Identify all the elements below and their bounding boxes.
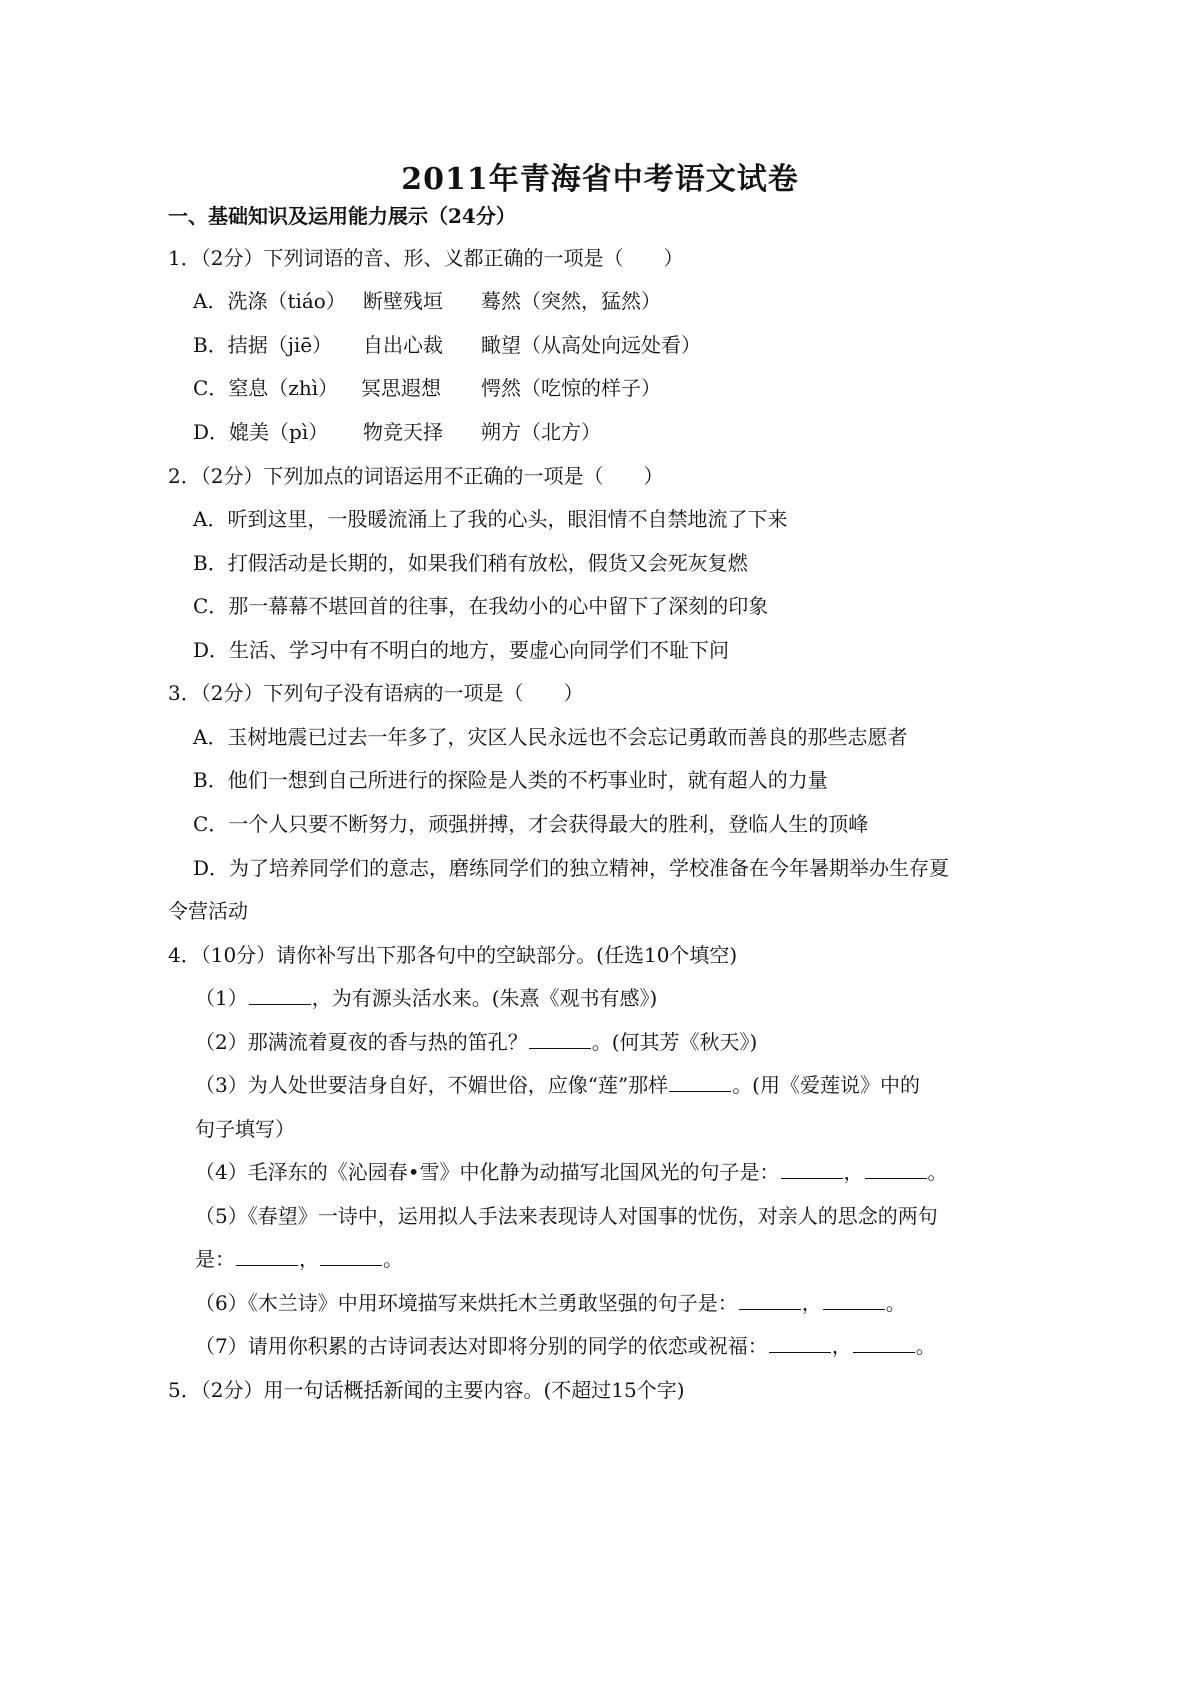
answer-blank[interactable] bbox=[739, 1291, 801, 1310]
q1-option-b-word1: B．拮据（jiē） bbox=[193, 333, 333, 357]
q1-option-c-word1: C．窒息（zhì） bbox=[193, 376, 339, 400]
q4-item-7 bbox=[195, 1332, 936, 1360]
q4-item-4 bbox=[195, 1158, 948, 1186]
q1-option-c-word3: 愕然（吃惊的样子） bbox=[481, 376, 661, 400]
q1-option-a-word2: 断壁残垣 bbox=[363, 289, 443, 313]
q4-item-3-continued: 句子填写） bbox=[195, 1117, 295, 1141]
q4-item-5-prefix: 是： bbox=[195, 1247, 235, 1271]
q2-option-c: C．那一幕幕不堪回首的往事，在我幼小的心中留下了深刻的印象 bbox=[193, 594, 769, 618]
q1-option-a-word3: 蓦然（突然，猛然） bbox=[481, 289, 661, 313]
period: 。 bbox=[383, 1247, 403, 1271]
q4-item-3-source: 。(用《爱莲说》中的 bbox=[732, 1073, 920, 1097]
answer-blank[interactable] bbox=[823, 1291, 885, 1310]
q4-item-6-text: （6）《木兰诗》中用环境描写来烘托木兰勇敢坚强的句子是： bbox=[195, 1291, 738, 1315]
answer-blank[interactable] bbox=[853, 1334, 915, 1353]
q4-item-5: （5）《春望》一诗中，运用拟人手法来表现诗人对国事的忧伤，对亲人的思念的两句 bbox=[195, 1204, 938, 1228]
q3-option-d: D．为了培养同学们的意志，磨练同学们的独立精神，学校准备在今年暑期举办生存夏 bbox=[193, 856, 950, 880]
answer-blank[interactable] bbox=[865, 1160, 927, 1179]
q4-item-4-text: （4）毛泽东的《沁园春•雪》中化静为动描写北国风光的句子是： bbox=[195, 1160, 780, 1184]
q4-item-1-text: ，为有源头活水来。(朱熹《观书有感》) bbox=[311, 986, 658, 1010]
comma: ， bbox=[843, 1160, 864, 1184]
period: 。 bbox=[927, 1160, 948, 1184]
q3-option-c: C．一个人只要不断努力，顽强拼搏，才会获得最大的胜利，登临人生的顶峰 bbox=[193, 812, 869, 836]
q1-option-d-word3: 朔方（北方） bbox=[481, 420, 601, 444]
answer-blank[interactable] bbox=[236, 1247, 298, 1266]
answer-blank[interactable] bbox=[769, 1334, 831, 1353]
answer-blank[interactable] bbox=[529, 1030, 591, 1049]
question-4-stem: 4．（10分）请你补写出下那各句中的空缺部分。(任选10个填空) bbox=[168, 943, 738, 967]
period: 。 bbox=[915, 1334, 936, 1358]
q4-item-2-text: （2）那满流着夏夜的香与热的笛孔？ bbox=[195, 1030, 528, 1054]
answer-blank[interactable] bbox=[320, 1247, 382, 1266]
q4-item-3 bbox=[195, 1071, 920, 1099]
question-1-stem: 1．（2分）下列词语的音、形、义都正确的一项是（ ） bbox=[168, 246, 684, 270]
question-2-stem: 2．（2分）下列加点的词语运用不正确的一项是（ ） bbox=[168, 464, 664, 488]
q1-option-c bbox=[193, 374, 661, 402]
q4-item-3-text: （3）为人处世要洁身自好，不媚世俗，应像“莲”那样 bbox=[195, 1073, 669, 1097]
q4-item-2 bbox=[195, 1028, 757, 1056]
q2-option-b: B．打假活动是长期的，如果我们稍有放松，假货又会死灰复燃 bbox=[193, 551, 748, 575]
q1-option-b-word3: 瞰望（从高处向远处看） bbox=[481, 333, 701, 357]
q1-option-a bbox=[193, 287, 661, 315]
q1-option-c-word2: 冥思遐想 bbox=[361, 376, 441, 400]
q4-item-2-source: 。(何其芳《秋天》) bbox=[591, 1030, 758, 1054]
comma: ， bbox=[299, 1247, 319, 1271]
page-title: 2011年青海省中考语文试卷 bbox=[401, 162, 799, 197]
q4-item-7-text: （7）请用你积累的古诗词表达对即将分别的同学的依恋或祝福： bbox=[195, 1334, 768, 1358]
q1-option-b-word2: 自出心裁 bbox=[363, 333, 443, 357]
q4-item-5-continued bbox=[195, 1245, 403, 1273]
comma: ， bbox=[801, 1291, 822, 1315]
answer-blank[interactable] bbox=[669, 1073, 731, 1092]
question-3-stem: 3．（2分）下列句子没有语病的一项是（ ） bbox=[168, 681, 584, 705]
answer-blank[interactable] bbox=[781, 1160, 843, 1179]
comma: ， bbox=[831, 1334, 852, 1358]
q4-item-1 bbox=[195, 984, 657, 1012]
section-heading: 一、基础知识及运用能力展示（24分） bbox=[168, 204, 516, 228]
q2-option-d: D．生活、学习中有不明白的地方，要虚心向同学们不耻下问 bbox=[193, 638, 730, 662]
q2-option-a: A．听到这里，一股暖流涌上了我的心头，眼泪情不自禁地流了下来 bbox=[193, 507, 788, 531]
q1-option-d bbox=[193, 418, 601, 446]
q1-option-d-word2: 物竞天择 bbox=[363, 420, 443, 444]
q3-option-a: A．玉树地震已过去一年多了，灾区人民永远也不会忘记勇敢而善良的那些志愿者 bbox=[193, 725, 908, 749]
question-5-stem: 5．（2分）用一句话概括新闻的主要内容。(不超过15个字) bbox=[168, 1378, 685, 1402]
answer-blank[interactable] bbox=[249, 986, 311, 1005]
q4-item-1-prefix: （1） bbox=[195, 986, 248, 1010]
q3-option-d-continued: 令营活动 bbox=[168, 899, 248, 923]
q4-item-6 bbox=[195, 1289, 906, 1317]
period: 。 bbox=[885, 1291, 906, 1315]
q3-option-b: B．他们一想到自己所进行的探险是人类的不朽事业时，就有超人的力量 bbox=[193, 768, 828, 792]
q1-option-d-word1: D．媲美（pì） bbox=[193, 420, 329, 444]
q1-option-b bbox=[193, 331, 701, 359]
q1-option-a-word1: A．洗涤（tiáo） bbox=[193, 289, 346, 313]
